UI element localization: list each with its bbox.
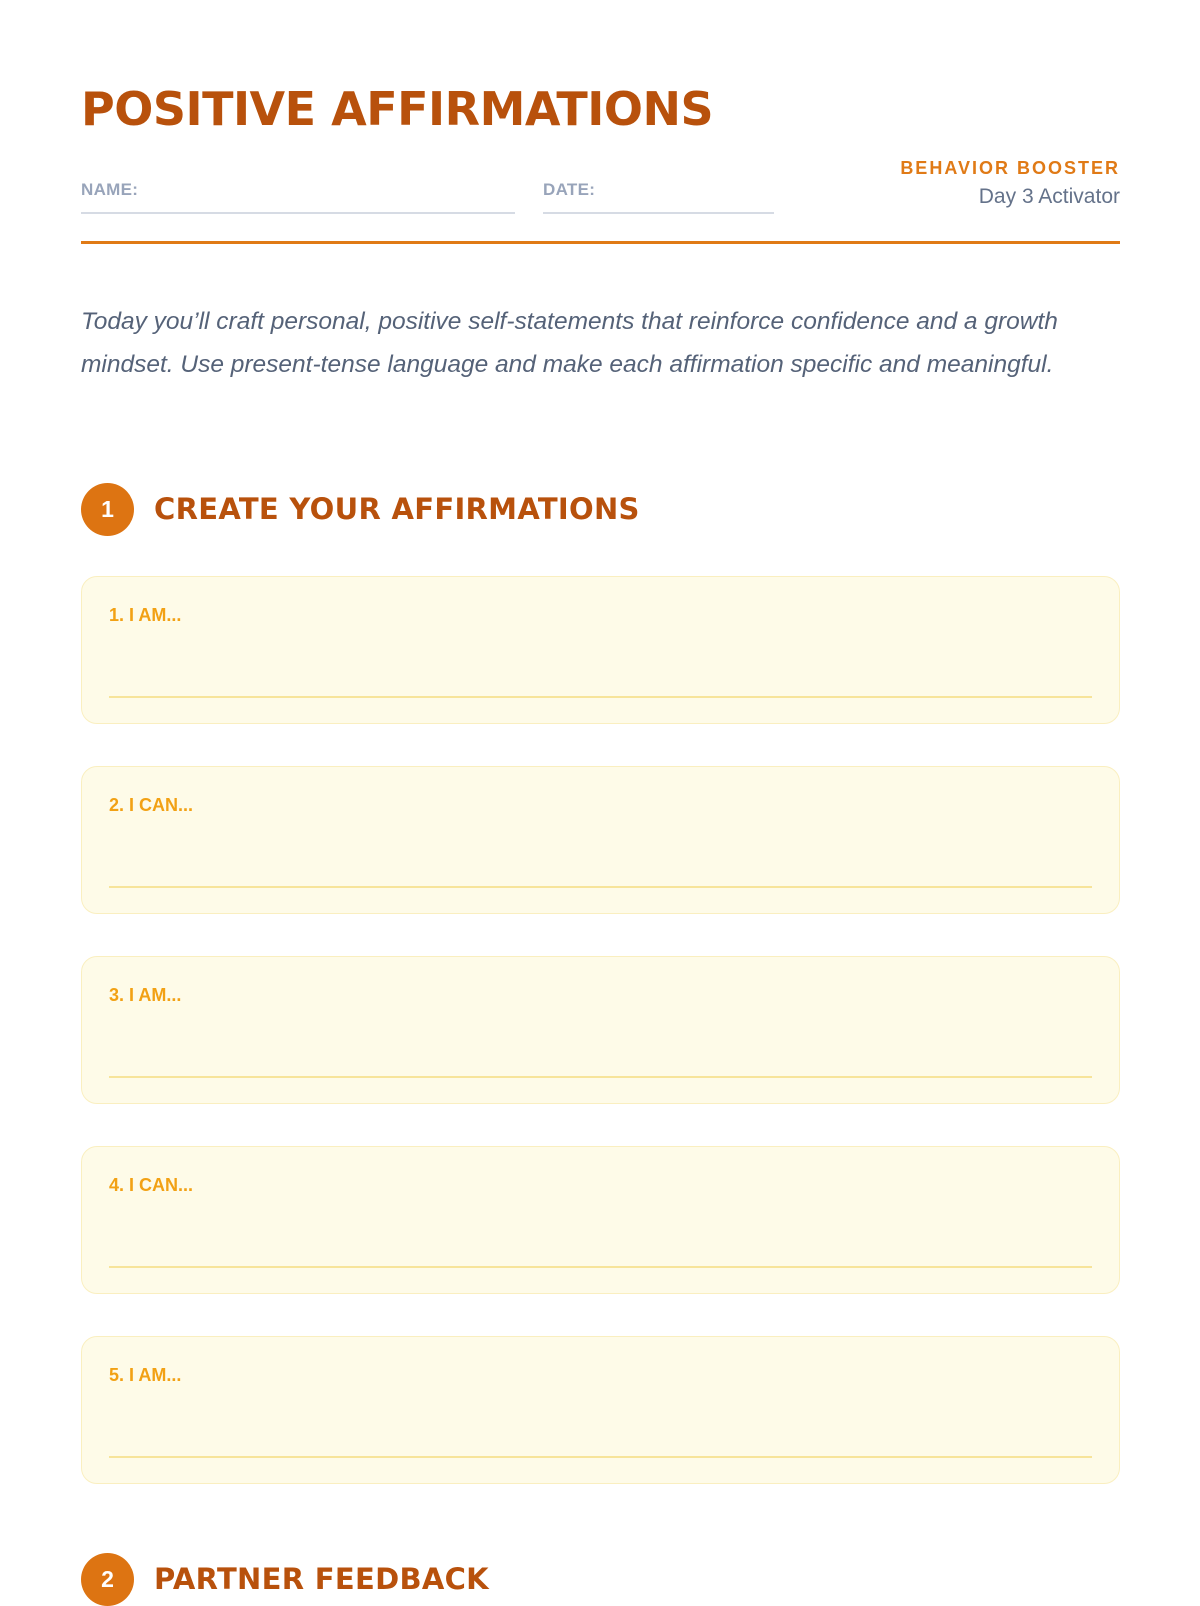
section-title: CREATE YOUR AFFIRMATIONS <box>154 492 640 526</box>
intro-text: Today you’ll craft personal, positive self-statements that reinforce confidence and a growth mindset. Use present-tense language and make each affirmation specific and meaningful. <box>81 308 1058 378</box>
affirmation-card[interactable] <box>81 576 1120 724</box>
program-subtitle: Day 3 Activator <box>978 185 1120 208</box>
affirmation-card[interactable] <box>81 956 1120 1104</box>
name-field[interactable] <box>81 178 515 214</box>
date-field[interactable] <box>543 178 774 214</box>
answer-line[interactable] <box>109 1266 1092 1268</box>
answer-line[interactable] <box>109 886 1092 888</box>
section-partner-feedback <box>81 1552 489 1606</box>
date-label: DATE: <box>543 180 596 199</box>
header-divider <box>81 241 1120 244</box>
affirmation-prompt: 2. I CAN... <box>109 795 194 815</box>
name-label: NAME: <box>81 180 139 199</box>
program-kicker: BEHAVIOR BOOSTER <box>900 158 1120 178</box>
section-number-badge: 2 <box>81 1553 134 1606</box>
affirmation-card[interactable] <box>81 766 1120 914</box>
section-create-affirmations <box>81 482 640 536</box>
affirmation-card[interactable] <box>81 1146 1120 1294</box>
page-title: POSITIVE AFFIRMATIONS <box>81 82 714 136</box>
section-number-badge: 1 <box>81 483 134 536</box>
affirmation-prompt: 1. I AM... <box>109 605 182 625</box>
section-title: PARTNER FEEDBACK <box>154 1562 489 1596</box>
answer-line[interactable] <box>109 696 1092 698</box>
program-meta <box>900 156 1120 212</box>
answer-line[interactable] <box>109 1076 1092 1078</box>
affirmation-prompt: 3. I AM... <box>109 985 182 1005</box>
affirmation-card[interactable] <box>81 1336 1120 1484</box>
affirmation-prompt: 5. I AM... <box>109 1365 182 1385</box>
affirmation-prompt: 4. I CAN... <box>109 1175 194 1195</box>
answer-line[interactable] <box>109 1456 1092 1458</box>
